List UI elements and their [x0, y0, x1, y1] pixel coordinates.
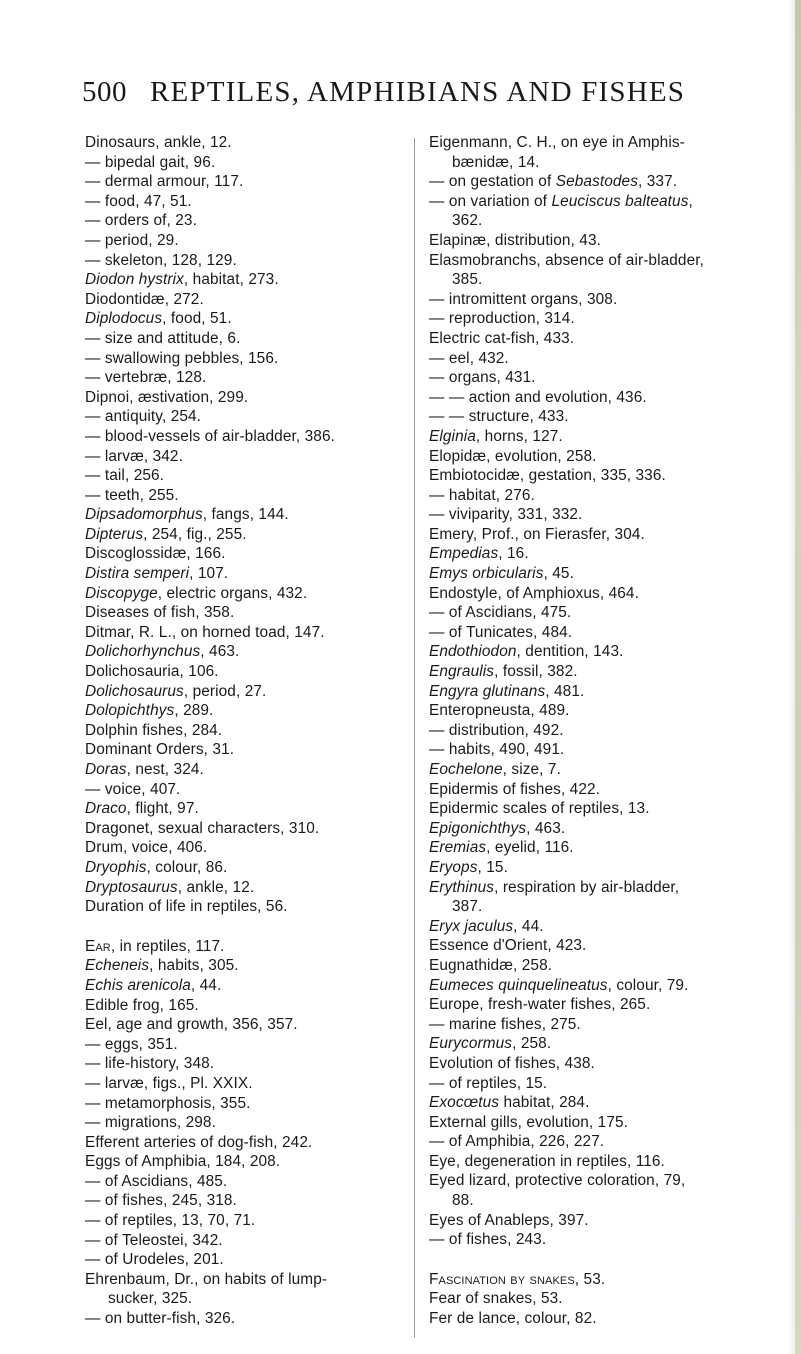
- index-entry: [85, 1172, 410, 1192]
- index-entry-text: , 481.: [545, 682, 585, 700]
- index-entry-text: , 254, fig., 255.: [143, 525, 247, 543]
- index-entry-text: Drum, voice, 406.: [85, 839, 208, 857]
- index-entry-text: — of Tunicates, 484.: [429, 623, 573, 641]
- index-entry-text: — on gestation of: [429, 173, 556, 191]
- index-entry: [429, 897, 764, 917]
- index-entry-text: — bipedal gait, 96.: [85, 153, 216, 171]
- index-entry: [429, 917, 764, 937]
- index-taxon-name: Dolichorhynchus: [85, 643, 201, 661]
- index-entry-text: Epidermic scales of reptiles, 13.: [429, 800, 650, 818]
- index-entry: [85, 309, 410, 329]
- index-entry-text: Dolichosauria, 106.: [85, 663, 219, 681]
- index-column-right: [429, 133, 764, 1329]
- index-entry: [429, 329, 764, 349]
- index-entry-text: , ankle, 12.: [177, 878, 255, 896]
- index-entry-text: , nest, 324.: [126, 761, 204, 778]
- index-entry-text: , fossil, 382.: [494, 663, 578, 681]
- index-taxon-name: Dolopichthys: [85, 702, 175, 720]
- index-entry: [429, 505, 764, 525]
- index-entry: [85, 388, 410, 408]
- index-entry: [85, 211, 410, 231]
- index-taxon-name: Elginia: [429, 427, 476, 445]
- index-entry-text: , period, 27.: [183, 682, 267, 700]
- index-entry: [85, 544, 410, 564]
- index-entry-text: — of Ascidians, 475.: [429, 604, 572, 622]
- index-entry: [85, 760, 410, 780]
- index-entry: [85, 819, 410, 839]
- index-entry-text: — reproduction, 314.: [429, 310, 575, 328]
- index-entry-text: — organs, 431.: [429, 369, 536, 387]
- index-entry-text: — larvæ, figs., Pl. XXIX.: [85, 1074, 253, 1092]
- index-entry: [429, 721, 764, 741]
- index-entry: [85, 329, 410, 349]
- index-entry-text: Europe, fresh-water fishes, 265.: [429, 996, 651, 1014]
- index-entry-text: , habitat, 273.: [183, 271, 279, 289]
- index-entry-text: — skeleton, 128, 129.: [85, 251, 237, 269]
- index-entry-text: — marine fishes, 275.: [429, 1015, 581, 1033]
- index-entry-text: — eel, 432.: [429, 349, 509, 367]
- index-taxon-name: Eurycormus: [429, 1035, 513, 1053]
- index-taxon-name: Eryx jaculus: [429, 917, 514, 935]
- index-entry-text: Ehrenbaum, Dr., on habits of lump-: [85, 1270, 328, 1288]
- index-entry: [85, 780, 410, 800]
- index-entry-text: — of fishes, 243.: [429, 1231, 547, 1249]
- index-entry-text: , fangs, 144.: [202, 506, 289, 524]
- index-entry: [85, 133, 410, 153]
- index-entry-text: , horns, 127.: [475, 427, 563, 445]
- index-entry: [85, 290, 410, 310]
- index-entry: [429, 838, 764, 858]
- index-entry-text: , food, 51.: [162, 310, 232, 328]
- index-entry-text: — of Amphibia, 226, 227.: [429, 1133, 605, 1151]
- index-entry: [85, 1289, 410, 1309]
- index-entry-text: Eel, age and growth, 356, 357.: [85, 1016, 298, 1034]
- index-entry-text: — dermal armour, 117.: [85, 173, 244, 191]
- index-entry: [429, 799, 764, 819]
- index-entry-text: Dolphin fishes, 284.: [85, 721, 223, 739]
- index-entry-text: Duration of life in reptiles, 56.: [85, 898, 288, 916]
- index-entry: [85, 1015, 410, 1035]
- index-entry-text: — metamorphosis, 355.: [85, 1094, 251, 1112]
- index-taxon-name: Emys orbicularis: [429, 565, 544, 583]
- index-entry-text: — swallowing pebbles, 156.: [85, 349, 279, 367]
- index-entry: [85, 1231, 410, 1251]
- index-entry: [429, 270, 764, 290]
- index-entry: [85, 662, 410, 682]
- index-entry: [429, 603, 764, 623]
- index-entry: [429, 427, 764, 447]
- index-entry: [85, 1133, 410, 1153]
- index-entry: [429, 133, 764, 153]
- index-entry: [85, 1035, 410, 1055]
- index-entry: [429, 153, 764, 173]
- index-entry-text: Discoglossidæ, 166.: [85, 545, 226, 563]
- index-entry-text: — habitat, 276.: [429, 486, 535, 504]
- index-entry: [85, 1074, 410, 1094]
- index-entry: [429, 1015, 764, 1035]
- running-title: REPTILES, AMPHIBIANS AND FISHES: [150, 76, 686, 108]
- index-entry: [429, 1191, 764, 1211]
- index-entry-text: Dipnoi, æstivation, 299.: [85, 388, 249, 406]
- index-entry-text: 362.: [452, 212, 483, 230]
- index-entry: [429, 1113, 764, 1133]
- index-entry: [85, 799, 410, 819]
- index-entry: [429, 290, 764, 310]
- index-taxon-name: Dipterus: [85, 525, 144, 543]
- index-entry: [85, 505, 410, 525]
- index-entry-text: Elopidæ, evolution, 258.: [429, 447, 597, 465]
- index-entry-text: Dragonet, sexual characters, 310.: [85, 819, 320, 837]
- index-entry-text: External gills, evolution, 175.: [429, 1113, 629, 1131]
- index-entry-text: Fear of snakes, 53.: [429, 1290, 563, 1308]
- index-entry: [429, 1132, 764, 1152]
- index-entry: [85, 603, 410, 623]
- column-divider: [414, 138, 415, 1338]
- index-entry: [85, 1211, 410, 1231]
- index-entry-text: Electric cat-fish, 433.: [429, 329, 575, 347]
- index-entry-text: — period, 29.: [85, 231, 179, 249]
- index-entry: [85, 976, 410, 996]
- index-entry-text: , flight, 97.: [126, 800, 199, 818]
- index-entry: [85, 996, 410, 1016]
- index-entry-text: — distribution, 492.: [429, 721, 564, 739]
- index-entry-text: Dominant Orders, 31.: [85, 741, 235, 759]
- index-entry-text: — of Teleostei, 342.: [85, 1231, 223, 1249]
- index-entry-text: , 463.: [200, 643, 240, 661]
- index-entry: [85, 368, 410, 388]
- index-entry-text: Dinosaurs, ankle, 12.: [85, 134, 232, 151]
- index-entry: [429, 1054, 764, 1074]
- index-entry-text: Ditmar, R. L., on horned toad, 147.: [85, 623, 325, 641]
- index-entry: [429, 1289, 764, 1309]
- index-entry-text: Elapinæ, distribution, 43.: [429, 231, 601, 249]
- index-entry-text: , 289.: [174, 702, 214, 720]
- index-entry: [429, 486, 764, 506]
- index-entry-text: — vertebræ, 128.: [85, 369, 207, 387]
- index-entry: [85, 172, 410, 192]
- index-entry-text: , habits, 305.: [149, 957, 239, 975]
- index-taxon-name: Leuciscus balteatus: [551, 192, 689, 210]
- index-entry: [85, 878, 410, 898]
- index-taxon-name: Dipsadomorphus: [85, 506, 203, 524]
- index-entry: [429, 466, 764, 486]
- index-entry-text: — tail, 256.: [85, 467, 165, 485]
- index-taxon-name: Eumeces quinquelineatus: [429, 976, 608, 994]
- index-entry: [85, 192, 410, 212]
- page-header: [82, 76, 702, 116]
- index-entry: [85, 153, 410, 173]
- index-entry: [85, 525, 410, 545]
- index-entry-text: Fer de lance, colour, 82.: [429, 1310, 597, 1328]
- index-entry-text: — teeth, 255.: [85, 486, 179, 504]
- index-entry: [85, 564, 410, 584]
- index-entry-text: Eugnathidæ, 258.: [429, 956, 553, 974]
- index-taxon-name: Engraulis: [429, 663, 495, 681]
- index-taxon-name: Echeneis: [85, 957, 150, 975]
- index-entry-text: — of fishes, 245, 318.: [85, 1192, 237, 1210]
- index-column-left: [85, 133, 410, 1329]
- index-entry-text: — — structure, 433.: [429, 408, 569, 426]
- index-entry: [85, 858, 410, 878]
- index-entry: [429, 211, 764, 231]
- index-entry-text: , 463.: [526, 819, 566, 837]
- index-entry: [429, 1074, 764, 1094]
- index-entry-text: — larvæ, 342.: [85, 447, 183, 465]
- index-entry-text: — life-history, 348.: [85, 1055, 215, 1073]
- index-entry: [85, 642, 410, 662]
- index-entry: [429, 682, 764, 702]
- index-entry: [429, 1230, 764, 1250]
- index-entry: [429, 740, 764, 760]
- index-taxon-name: Epigonichthys: [429, 819, 527, 837]
- index-entry-text: — food, 47, 51.: [85, 192, 192, 210]
- index-entry: [429, 780, 764, 800]
- index-taxon-name: Dryptosaurus: [85, 878, 178, 896]
- index-entry: [429, 172, 764, 192]
- index-entry: [85, 1094, 410, 1114]
- index-entry-text: — — action and evolution, 436.: [429, 388, 647, 406]
- index-entry: [85, 251, 410, 271]
- index-entry-text: — voice, 407.: [85, 780, 181, 798]
- index-entry-text: , 337.: [638, 173, 678, 191]
- index-entry-text: Eyes of Anableps, 397.: [429, 1211, 589, 1229]
- index-entry-text: , 107.: [189, 565, 229, 583]
- index-entry-text: — viviparity, 331, 332.: [429, 506, 583, 524]
- index-entry-text: , colour, 86.: [146, 858, 228, 876]
- index-entry: [85, 897, 410, 917]
- index-entry-text: , respiration by air-bladder,: [494, 878, 680, 896]
- index-taxon-name: Doras: [85, 761, 127, 778]
- index-entry: [429, 662, 764, 682]
- index-entry: [85, 349, 410, 369]
- index-entry-text: Eggs of Amphibia, 184, 208.: [85, 1153, 281, 1171]
- index-entry-text: , eyelid, 116.: [486, 839, 574, 857]
- index-entry-text: , colour, 79.: [607, 976, 689, 994]
- index-entry: [85, 270, 410, 290]
- index-entry: [429, 936, 764, 956]
- index-entry: [429, 368, 764, 388]
- index-entry-text: 385.: [452, 271, 483, 289]
- index-entry-text: 88.: [452, 1192, 474, 1210]
- index-entry-text: — eggs, 351.: [85, 1035, 178, 1053]
- index-entry: [85, 1054, 410, 1074]
- index-entry: [429, 192, 764, 212]
- index-entry-text: — intromittent organs, 308.: [429, 290, 618, 308]
- index-entry: [85, 721, 410, 741]
- index-entry: [85, 584, 410, 604]
- index-entry: [429, 956, 764, 976]
- index-entry: [429, 447, 764, 467]
- index-entry-text: habitat, 284.: [499, 1094, 590, 1112]
- index-taxon-name: Exocœtus: [429, 1094, 500, 1112]
- index-entry: [85, 623, 410, 643]
- page-number: 500: [82, 76, 127, 108]
- index-entry-text: Efferent arteries of dog-fish, 242.: [85, 1133, 313, 1151]
- index-entry-text: Diseases of fish, 358.: [85, 604, 235, 622]
- index-entry: [85, 427, 410, 447]
- index-heading-term: Fascination by snakes: [429, 1270, 575, 1288]
- index-entry: [429, 1034, 764, 1054]
- index-entry: [85, 1250, 410, 1270]
- index-taxon-name: Engyra glutinans: [429, 682, 546, 700]
- index-entry: [85, 407, 410, 427]
- index-entry: [85, 937, 410, 957]
- index-entry-text: , 44.: [190, 976, 222, 994]
- index-entry-text: , size, 7.: [502, 761, 561, 778]
- index-entry-text: Elasmobranchs, absence of air-bladder,: [429, 251, 704, 269]
- index-entry-text: — of reptiles, 13, 70, 71.: [85, 1212, 256, 1230]
- index-entry: [85, 466, 410, 486]
- index-entry: [85, 486, 410, 506]
- index-taxon-name: Diplodocus: [85, 310, 163, 328]
- index-entry: [85, 682, 410, 702]
- index-entry-text: 387.: [452, 898, 483, 916]
- index-entry-text: — habits, 490, 491.: [429, 741, 565, 759]
- index-entry: [429, 858, 764, 878]
- index-entry: [429, 309, 764, 329]
- index-entry: [85, 1270, 410, 1290]
- index-entry: [429, 1093, 764, 1113]
- index-entry-text: — of reptiles, 15.: [429, 1074, 548, 1092]
- index-entry: [85, 1309, 410, 1329]
- index-entry-text: — size and attitude, 6.: [85, 329, 241, 347]
- index-entry-text: Eyed lizard, protective coloration, 79,: [429, 1172, 686, 1190]
- index-entry-text: Eye, degeneration in reptiles, 116.: [429, 1152, 665, 1170]
- index-entry-text: , dentition, 143.: [516, 643, 624, 661]
- index-taxon-name: Eryops: [429, 858, 478, 876]
- index-entry: [429, 1152, 764, 1172]
- index-entry-text: — of Ascidians, 485.: [85, 1172, 228, 1190]
- index-taxon-name: Echis arenicola: [85, 976, 191, 994]
- index-taxon-name: Erythinus: [429, 878, 495, 896]
- index-entry: [429, 878, 764, 898]
- index-entry-text: ,: [688, 192, 693, 210]
- index-taxon-name: Eremias: [429, 839, 487, 857]
- index-entry-text: , 258.: [512, 1035, 552, 1053]
- index-entry: [85, 231, 410, 251]
- index-entry-text: , 45.: [543, 565, 574, 583]
- index-entry: [429, 544, 764, 564]
- index-entry: [429, 388, 764, 408]
- index-entry-text: , 53.: [574, 1270, 606, 1288]
- index-entry: [85, 1191, 410, 1211]
- index-entry: [429, 1270, 764, 1290]
- index-entry-text: — antiquity, 254.: [85, 408, 202, 426]
- index-heading-term: Ear: [85, 937, 111, 955]
- index-entry: [85, 1152, 410, 1172]
- index-taxon-name: Discopyge: [85, 584, 158, 602]
- index-entry-text: sucker, 325.: [108, 1290, 193, 1308]
- index-taxon-name: Empedias: [429, 545, 499, 563]
- index-entry-text: Edible frog, 165.: [85, 996, 199, 1014]
- index-entry-text: — migrations, 298.: [85, 1114, 216, 1132]
- index-entry-text: — on variation of: [429, 192, 552, 210]
- index-entry: [85, 701, 410, 721]
- index-taxon-name: Draco: [85, 800, 127, 818]
- index-taxon-name: Distira semperi: [85, 565, 190, 583]
- index-entry-text: Embiotocidæ, gestation, 335, 336.: [429, 467, 666, 485]
- index-entry-text: Eigenmann, C. H., on eye in Amphis-: [429, 134, 685, 151]
- index-entry-text: Endostyle, of Amphioxus, 464.: [429, 584, 639, 602]
- index-entry: [429, 701, 764, 721]
- index-entry: [429, 251, 764, 271]
- index-entry: [429, 1211, 764, 1231]
- index-entry-text: , electric organs, 432.: [157, 584, 308, 602]
- index-entry: [429, 584, 764, 604]
- index-taxon-name: Diodon hystrix: [85, 271, 184, 289]
- index-entry: [85, 447, 410, 467]
- index-entry: [429, 760, 764, 780]
- index-entry-text: Diodontidæ, 272.: [85, 290, 204, 308]
- index-entry: [85, 740, 410, 760]
- page-edge: [795, 0, 801, 1354]
- index-entry: [85, 956, 410, 976]
- index-entry: [429, 819, 764, 839]
- index-entry-text: , 15.: [477, 858, 508, 876]
- index-entry: [429, 1309, 764, 1329]
- index-entry-text: , in reptiles, 117.: [110, 937, 225, 955]
- index-entry: [429, 1171, 764, 1191]
- index-entry-text: Epidermis of fishes, 422.: [429, 780, 601, 798]
- index-entry-text: , 16.: [498, 545, 529, 563]
- index-entry: [429, 976, 764, 996]
- index-entry: [429, 623, 764, 643]
- index-entry-text: — orders of, 23.: [85, 212, 197, 230]
- index-entry: [429, 231, 764, 251]
- index-entry: [429, 642, 764, 662]
- index-entry-text: — blood-vessels of air-bladder, 386.: [85, 427, 335, 445]
- index-entry: [429, 564, 764, 584]
- index-entry-text: Essence d'Orient, 423.: [429, 937, 587, 955]
- index-entry-text: — on butter-fish, 326.: [85, 1310, 236, 1328]
- index-entry: [429, 525, 764, 545]
- index-entry-text: bænidæ, 14.: [452, 153, 540, 171]
- index-taxon-name: Eochelone: [429, 761, 503, 778]
- index-entry-text: Emery, Prof., on Fierasfer, 304.: [429, 525, 645, 543]
- index-taxon-name: Dolichosaurus: [85, 682, 184, 700]
- index-taxon-name: Dryophis: [85, 858, 147, 876]
- index-entry-text: Enteropneusta, 489.: [429, 702, 570, 720]
- index-taxon-name: Sebastodes: [555, 173, 639, 191]
- index-entry: [85, 838, 410, 858]
- index-entry-text: Evolution of fishes, 438.: [429, 1054, 595, 1072]
- index-taxon-name: Endothiodon: [429, 643, 517, 661]
- index-entry: [429, 349, 764, 369]
- index-entry: [85, 1113, 410, 1133]
- index-entry-text: — of Urodeles, 201.: [85, 1251, 224, 1269]
- index-entry-text: , 44.: [513, 917, 544, 935]
- index-entry: [429, 995, 764, 1015]
- index-entry: [429, 407, 764, 427]
